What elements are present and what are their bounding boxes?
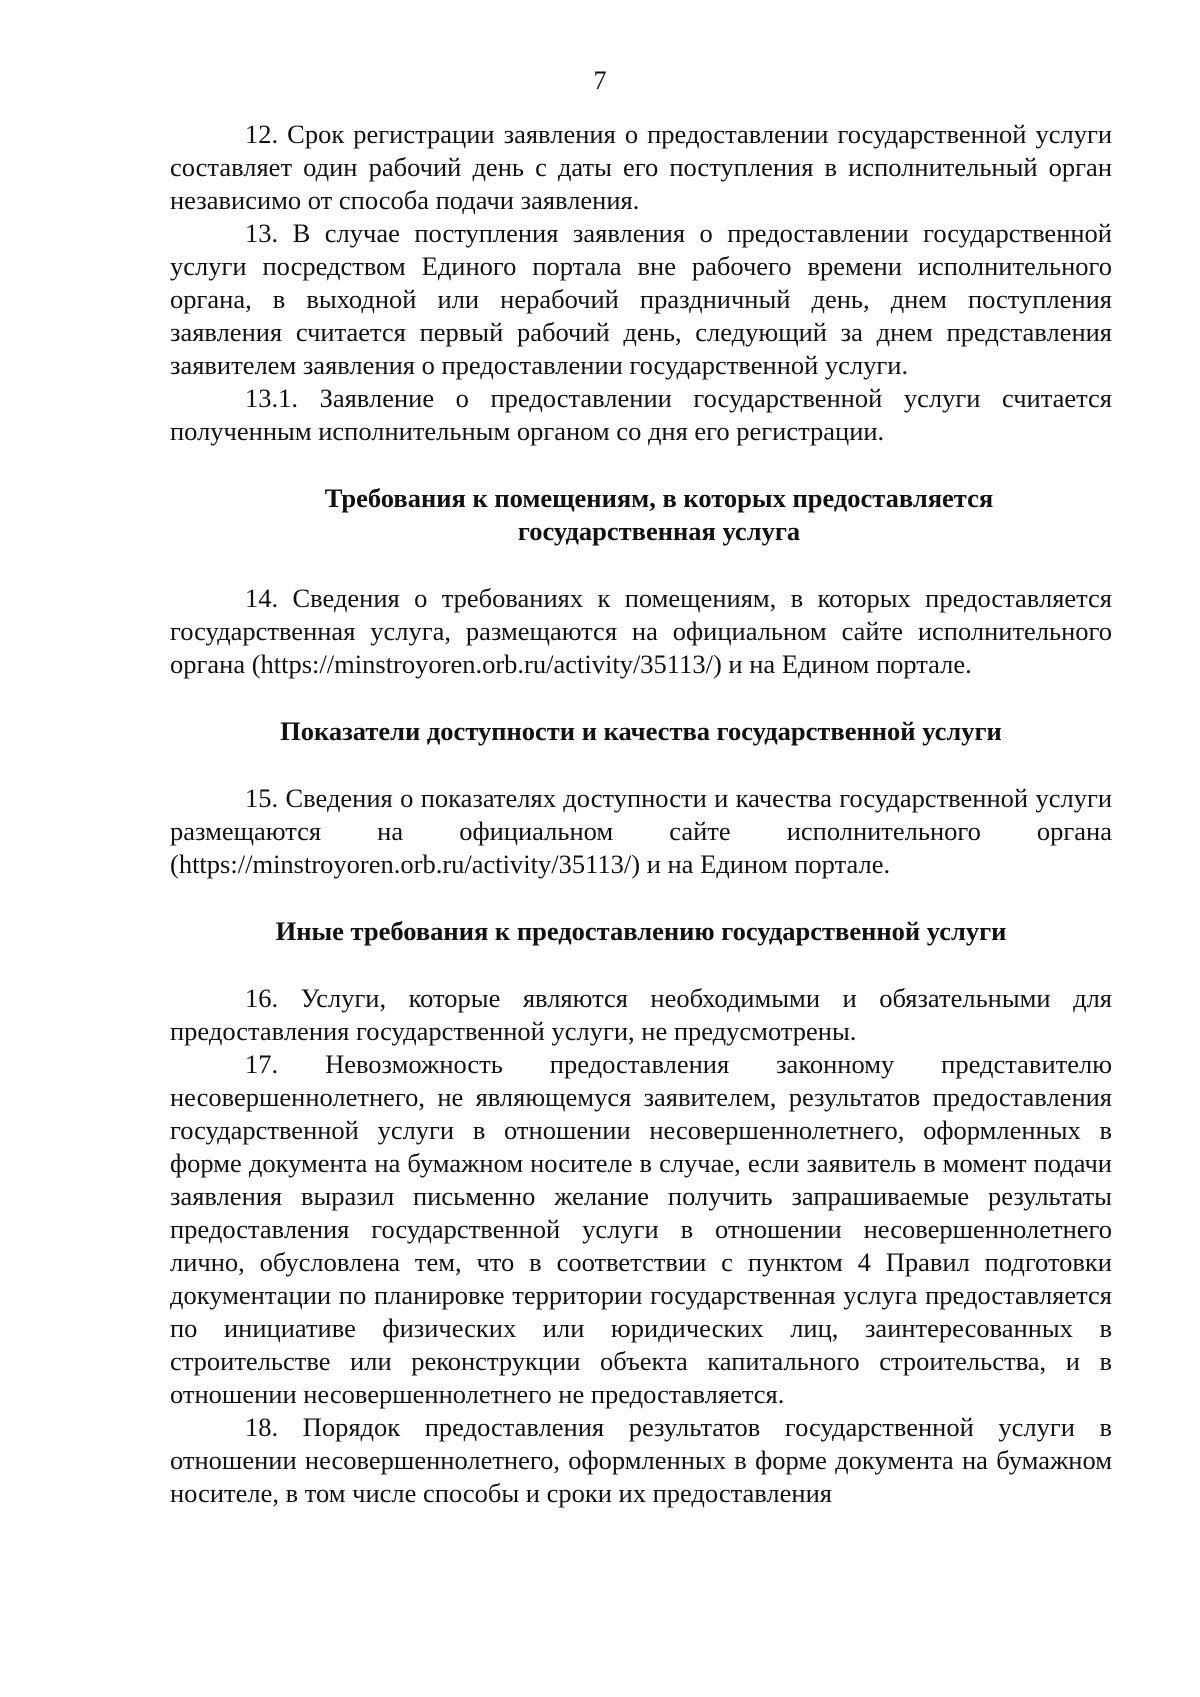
paragraph-12: 12. Срок регистрации заявления о предоставлении государственной услуги составляет один рабочий день с даты его поступления в исполнительный орган независимо от способа подачи заявления.: [170, 119, 1112, 215]
paragraph-18: 18. Порядок предоставления результатов государственной услуги в отношении несовершеннолетнего, оформленных в форме документа на бумажном носителе, в том числе способы и сроки их предоставления: [170, 1412, 1112, 1508]
paragraph-13: 13. В случае поступления заявления о предоставлении государственной услуги посредством Единого портала вне рабочего времени исполнительного органа, в выходной или нерабочий праздничный день, днем поступления заявления считается первый рабочий день, следующий за днем представления заявителем заявления о предоставлении государственной услуги.: [170, 218, 1112, 380]
document-body: [170, 118, 1112, 1510]
heading-premises-line-2: государственная услуга: [517, 516, 801, 546]
heading-availability-indicators: Показатели доступности и качества государственной услуги: [280, 716, 1002, 746]
heading-other-requirements: Иные требования к предоставлению государственной услуги: [275, 916, 1007, 946]
paragraph-13-1: 13.1. Заявление о предоставлении государственной услуги считается полученным исполнительным органом со дня его регистрации.: [170, 383, 1112, 446]
page-number: 7: [593, 66, 607, 95]
paragraph-17: 17. Невозможность предоставления законному представителю несовершеннолетнего, не являющемуся заявителем, результатов предоставления государственной услуги в отношении несовершеннолетнего, оформленных в форме документа на бумажном носителе в случае, если заявитель в момент подачи заявления выразил письменно желание получить запрашиваемые результаты предоставления государственной услуги в отношении несовершеннолетнего лично, обусловлена тем, что в соответствии с пунктом 4 Правил подготовки документации по планировке территории государственная услуга предоставляется по инициативе физических или юридических лиц, заинтересованных в строительстве или реконструкции объекта капитального строительства, и в отношении несовершеннолетнего не предоставляется.: [170, 1049, 1112, 1409]
heading-premises-requirements: [170, 482, 1112, 548]
heading-premises-line-1: Требования к помещениям, в которых предоставляется: [324, 483, 994, 513]
paragraph-14: 14. Сведения о требованиях к помещениям, в которых предоставляется государственная услуга, размещаются на официальном сайте исполнительного органа (https://minstroyoren.orb.ru/activity/35113/) и на Едином портале.: [170, 583, 1112, 679]
paragraph-16: 16. Услуги, которые являются необходимыми и обязательными для предоставления государственной услуги, не предусмотрены.: [170, 983, 1112, 1046]
paragraph-15: 15. Сведения о показателях доступности и качества государственной услуги размещаются на официальном сайте исполнительного органа (https://minstroyoren.orb.ru/activity/35113/) и на Едином портале.: [170, 783, 1112, 879]
